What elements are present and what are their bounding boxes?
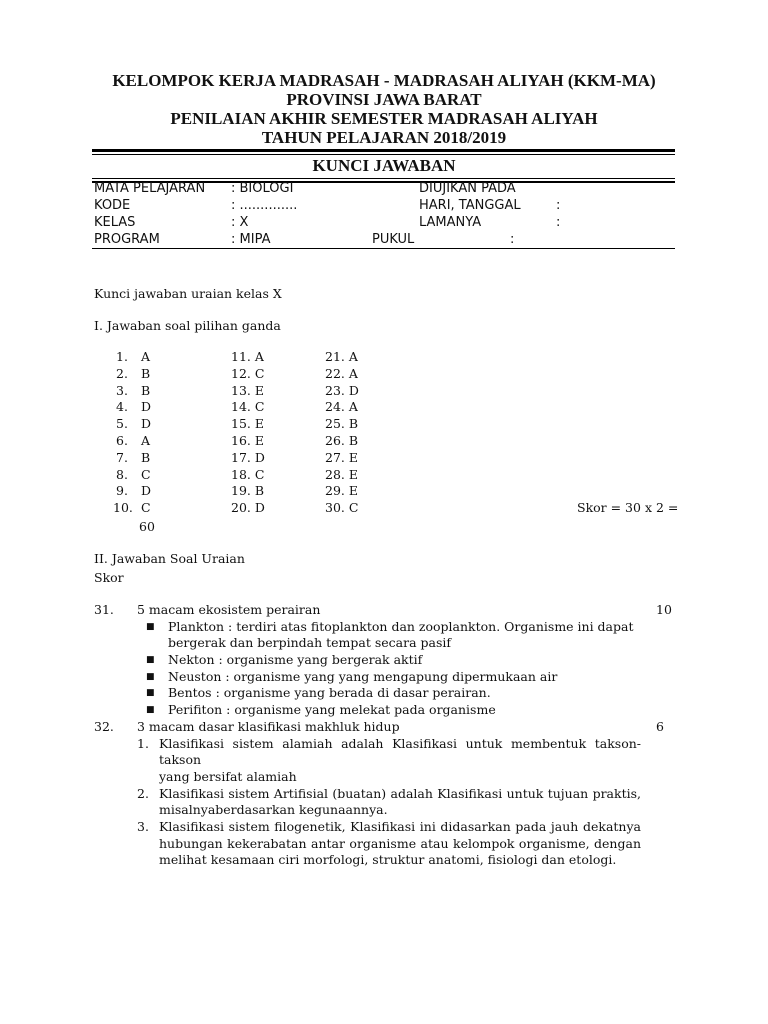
duration-label: LAMANYA bbox=[419, 215, 482, 230]
mc-item: 15. E bbox=[231, 416, 264, 432]
header-rule-thin bbox=[92, 154, 675, 155]
header-line-1: KELOMPOK KERJA MADRASAH - MADRASAH ALIYAH (KKM-MA) bbox=[112, 71, 656, 90]
header-line-4: TAHUN PELAJARAN 2018/2019 bbox=[261, 128, 507, 147]
mc-item-number: 7. bbox=[116, 449, 128, 465]
mc-item: 11. A bbox=[231, 349, 264, 364]
mc-item-answer: D bbox=[141, 483, 152, 499]
q32-item-3-line-2: hubungan kekerabatan antar organisme atau kelompok organisme, dengan bbox=[159, 836, 641, 851]
subject-value: : BIOLOGI bbox=[231, 181, 294, 196]
code-value: : .............. bbox=[231, 198, 298, 213]
mc-item: 20. D bbox=[231, 500, 265, 516]
mc-item-answer: C bbox=[141, 500, 151, 516]
program-value: : MIPA bbox=[231, 232, 271, 247]
mc-score: Skor = 30 x 2 = bbox=[577, 500, 679, 515]
q31-bullet-5: Perifiton : organisme yang melekat pada organisme bbox=[168, 702, 496, 717]
q32-number: 32. bbox=[94, 719, 114, 734]
mc-item-number: 10. bbox=[113, 500, 133, 516]
mc-item-answer: D bbox=[141, 416, 152, 432]
info-rule bbox=[92, 248, 675, 249]
mc-heading: I. Jawaban soal pilihan ganda bbox=[94, 318, 281, 333]
mc-item-answer: A bbox=[141, 433, 151, 448]
mc-item-number: 9. bbox=[116, 483, 128, 499]
mc-item: 18. C bbox=[231, 466, 265, 482]
tested-label: DIUJIKAN PADA bbox=[419, 181, 516, 196]
bullet-icon: ■ bbox=[146, 622, 155, 632]
header-line-2: PROVINSI JAWA BARAT bbox=[286, 90, 482, 109]
intro-text: Kunci jawaban uraian kelas X bbox=[94, 286, 282, 301]
mc-item: 13. E bbox=[231, 382, 264, 398]
essay-heading: II. Jawaban Soal Uraian bbox=[94, 551, 245, 566]
q31-score: 10 bbox=[656, 602, 672, 617]
mc-item: 17. D bbox=[231, 449, 265, 465]
mc-item: 22. A bbox=[325, 365, 358, 381]
q31-bullet-2: Nekton : organisme yang bergerak aktif bbox=[168, 652, 423, 667]
time-label: PUKUL bbox=[372, 232, 415, 247]
mc-item: 14. C bbox=[231, 399, 265, 415]
mc-item-answer: D bbox=[141, 399, 152, 415]
q32-item-3-line-3: melihat kesamaan ciri morfologi, struktur anatomi, fisiologi dan etologi. bbox=[159, 852, 617, 867]
q31-bullet-1-line-1: Plankton : terdiri atas fitoplankton dan zooplankton. Organisme ini dapat bbox=[168, 619, 634, 634]
mc-item: 29. E bbox=[325, 483, 358, 499]
bullet-icon: ■ bbox=[146, 705, 155, 715]
mc-item: 19. B bbox=[231, 483, 265, 499]
bullet-icon: ■ bbox=[146, 688, 155, 698]
program-label: PROGRAM bbox=[94, 232, 160, 247]
mc-item-number: 4. bbox=[116, 399, 128, 415]
q31-bullet-3: Neuston : organisme yang yang mengapung dipermukaan air bbox=[168, 669, 558, 684]
mc-item-number: 1. bbox=[116, 349, 128, 364]
q32-score: 6 bbox=[656, 719, 664, 734]
mc-item-answer: C bbox=[141, 466, 151, 482]
mc-item-answer: A bbox=[141, 349, 151, 364]
duration-colon: : bbox=[556, 215, 561, 230]
q32-title: 3 macam dasar klasifikasi makhluk hidup bbox=[137, 719, 400, 734]
date-label: HARI, TANGGAL bbox=[419, 198, 521, 213]
mc-item: 28. E bbox=[325, 466, 358, 482]
q32-item-3-number: 3. bbox=[137, 819, 149, 834]
subject-label: MATA PELAJARAN bbox=[94, 181, 206, 196]
mc-item-number: 3. bbox=[116, 382, 128, 398]
q32-item-1-line-1: Klasifikasi sistem alamiah adalah Klasifikasi untuk membentuk takson- bbox=[159, 736, 641, 751]
q32-item-1-line-3: yang bersifat alamiah bbox=[159, 769, 297, 784]
class-label: KELAS bbox=[94, 215, 136, 230]
header-rule-thick bbox=[92, 149, 675, 152]
header-line-3: PENILAIAN AKHIR SEMESTER MADRASAH ALIYAH bbox=[170, 109, 598, 128]
class-value: : X bbox=[231, 215, 249, 230]
doc-title: KUNCI JAWABAN bbox=[312, 156, 456, 175]
q32-item-3-line-1: Klasifikasi sistem filogenetik, Klasifikasi ini didasarkan pada jauh dekatnya bbox=[159, 819, 641, 834]
mc-item: 26. B bbox=[325, 433, 359, 448]
mc-item: 12. C bbox=[231, 365, 265, 381]
mc-item-number: 6. bbox=[116, 433, 128, 448]
q32-item-2-line-2: misalnyaberdasarkan kegunaannya. bbox=[159, 802, 388, 817]
date-colon: : bbox=[556, 198, 561, 213]
mc-item: 16. E bbox=[231, 433, 264, 448]
q32-item-2-line-1: Klasifikasi sistem Artifisial (buatan) adalah Klasifikasi untuk tujuan praktis, bbox=[159, 786, 641, 801]
q31-number: 31. bbox=[94, 602, 114, 617]
mc-score-result: 60 bbox=[139, 519, 155, 534]
mc-item: 21. A bbox=[325, 349, 358, 364]
mc-item-answer: B bbox=[141, 449, 151, 465]
mc-item-answer: B bbox=[141, 365, 151, 381]
bullet-icon: ■ bbox=[146, 655, 155, 665]
q32-item-1-number: 1. bbox=[137, 736, 149, 751]
code-label: KODE bbox=[94, 198, 131, 213]
q32-item-1-line-2: takson bbox=[159, 752, 202, 767]
mc-item-number: 2. bbox=[116, 365, 128, 381]
mc-item: 25. B bbox=[325, 416, 359, 432]
mc-item-answer: B bbox=[141, 382, 151, 398]
q31-title: 5 macam ekosistem perairan bbox=[137, 602, 321, 617]
time-colon: : bbox=[510, 232, 515, 247]
mc-item-number: 5. bbox=[116, 416, 128, 432]
mc-item: 30. C bbox=[325, 500, 359, 516]
q31-bullet-1-line-2: bergerak dan berpindah tempat secara pasif bbox=[168, 635, 452, 650]
mc-item: 24. A bbox=[325, 399, 358, 415]
mc-item: 23. D bbox=[325, 382, 359, 398]
title-rule-thin bbox=[92, 178, 675, 179]
q32-item-2-number: 2. bbox=[137, 786, 149, 801]
mc-item-number: 8. bbox=[116, 466, 128, 482]
mc-item: 27. E bbox=[325, 449, 358, 465]
q31-bullet-4: Bentos : organisme yang berada di dasar perairan. bbox=[168, 685, 491, 700]
essay-score-label: Skor bbox=[94, 570, 124, 585]
bullet-icon: ■ bbox=[146, 672, 155, 682]
